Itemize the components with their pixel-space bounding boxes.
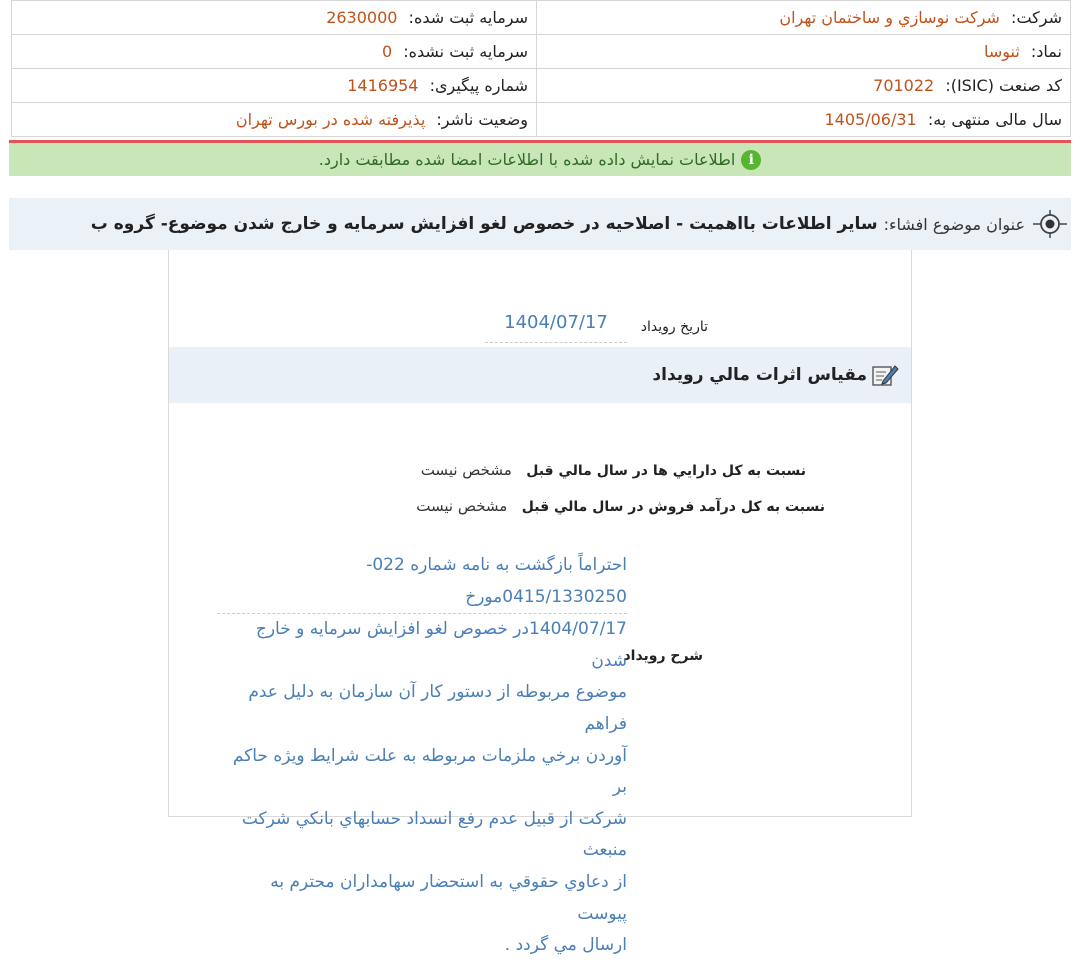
company-label: شرکت: [1011,8,1062,27]
description-label: شرح رويداد [623,648,703,664]
isic-label: کد صنعت (ISIC): [945,76,1062,95]
description-line: شرکت از قبيل عدم رفع انسداد حسابهاي بانکي شرکت منبعث [241,808,627,861]
company-info-table [11,0,1071,137]
section-title: مقياس اثرات مالي رويداد [652,365,867,385]
fiscal-year-value: 1405/06/31 [824,110,917,129]
ratio-value: مشخص نيست [420,461,512,479]
description-line: آوردن برخي ملزمات مربوطه به علت شرايط ويژه حاکم بر [232,745,627,798]
topic-label: عنوان موضوع افشاء: [883,214,1025,234]
registered-capital-cell [12,1,537,35]
ratio-label: نسبت به کل درآمد فروش در سال مالي قبل [521,499,825,515]
disclosure-topic-bar [9,198,1071,250]
event-panel [168,250,912,956]
description-text [217,550,627,962]
company-cell [537,1,1071,35]
description-line: از دعاوي حقوقي به استحضار سهامداران محترم به پيوست [270,871,627,924]
edit-icon [871,362,899,388]
tracking-number-cell [12,69,537,103]
ratio-row-revenue [416,497,825,515]
symbol-cell [537,35,1071,69]
tracking-number-value: 1416954 [347,76,419,95]
description-line: موضوع مربوطه از دستور کار آن سازمان به دليل عدم فراهم [248,682,627,734]
publisher-status-label: وضعيت ناشر: [436,110,528,129]
info-row [12,103,1071,137]
fiscal-year-label: سال مالی منتهی به: [927,110,1062,129]
verification-alert [9,140,1071,176]
description-line: ارسال مي گردد . [504,935,627,956]
tracking-number-label: شماره پيگيری: [429,76,528,95]
registered-capital-label: سرمايه ثبت شده: [408,8,528,27]
registered-capital-value: 2630000 [326,8,398,27]
event-date-value: 1404/07/17 [485,308,627,343]
publisher-status-cell [12,103,537,137]
financial-impact-section-header [169,347,911,403]
symbol-label: نماد: [1030,42,1062,61]
info-icon: i [741,150,761,170]
topic-value: ساير اطلاعات بااهميت - اصلاحيه در خصوص لغو افزايش سرمايه و خارج شدن موضوع- گروه ب [90,214,878,234]
target-icon [1033,207,1067,241]
event-date-label: تاريخ رويداد [640,319,708,335]
publisher-status-value: پذيرفته شده در بورس تهران [235,110,426,129]
description-line: 1404/07/17در خصوص لغو افزايش سرمايه و خارج شدن [255,619,627,671]
description-line: احتراماً بازگشت به نامه شماره 022-0415/1330250مورخ [217,550,627,614]
symbol-value[interactable]: ثنوسا [983,42,1020,61]
ratio-label: نسبت به کل دارايي ها در سال مالي قبل [526,463,806,479]
info-row [12,1,1071,35]
company-value[interactable]: شرکت نوسازي و ساختمان تهران [779,8,1000,27]
unregistered-capital-cell [12,35,537,69]
isic-value: 701022 [873,76,935,95]
ratio-row-assets [421,461,806,479]
unregistered-capital-label: سرمايه ثبت نشده: [403,42,528,61]
info-row [12,35,1071,69]
info-row [12,69,1071,103]
ratio-value: مشخص نيست [416,497,508,515]
unregistered-capital-value: 0 [381,42,393,61]
fiscal-year-cell [537,103,1071,137]
isic-cell [537,69,1071,103]
alert-text: اطلاعات نمایش داده شده با اطلاعات امضا شده مطابقت دارد. [318,150,736,169]
